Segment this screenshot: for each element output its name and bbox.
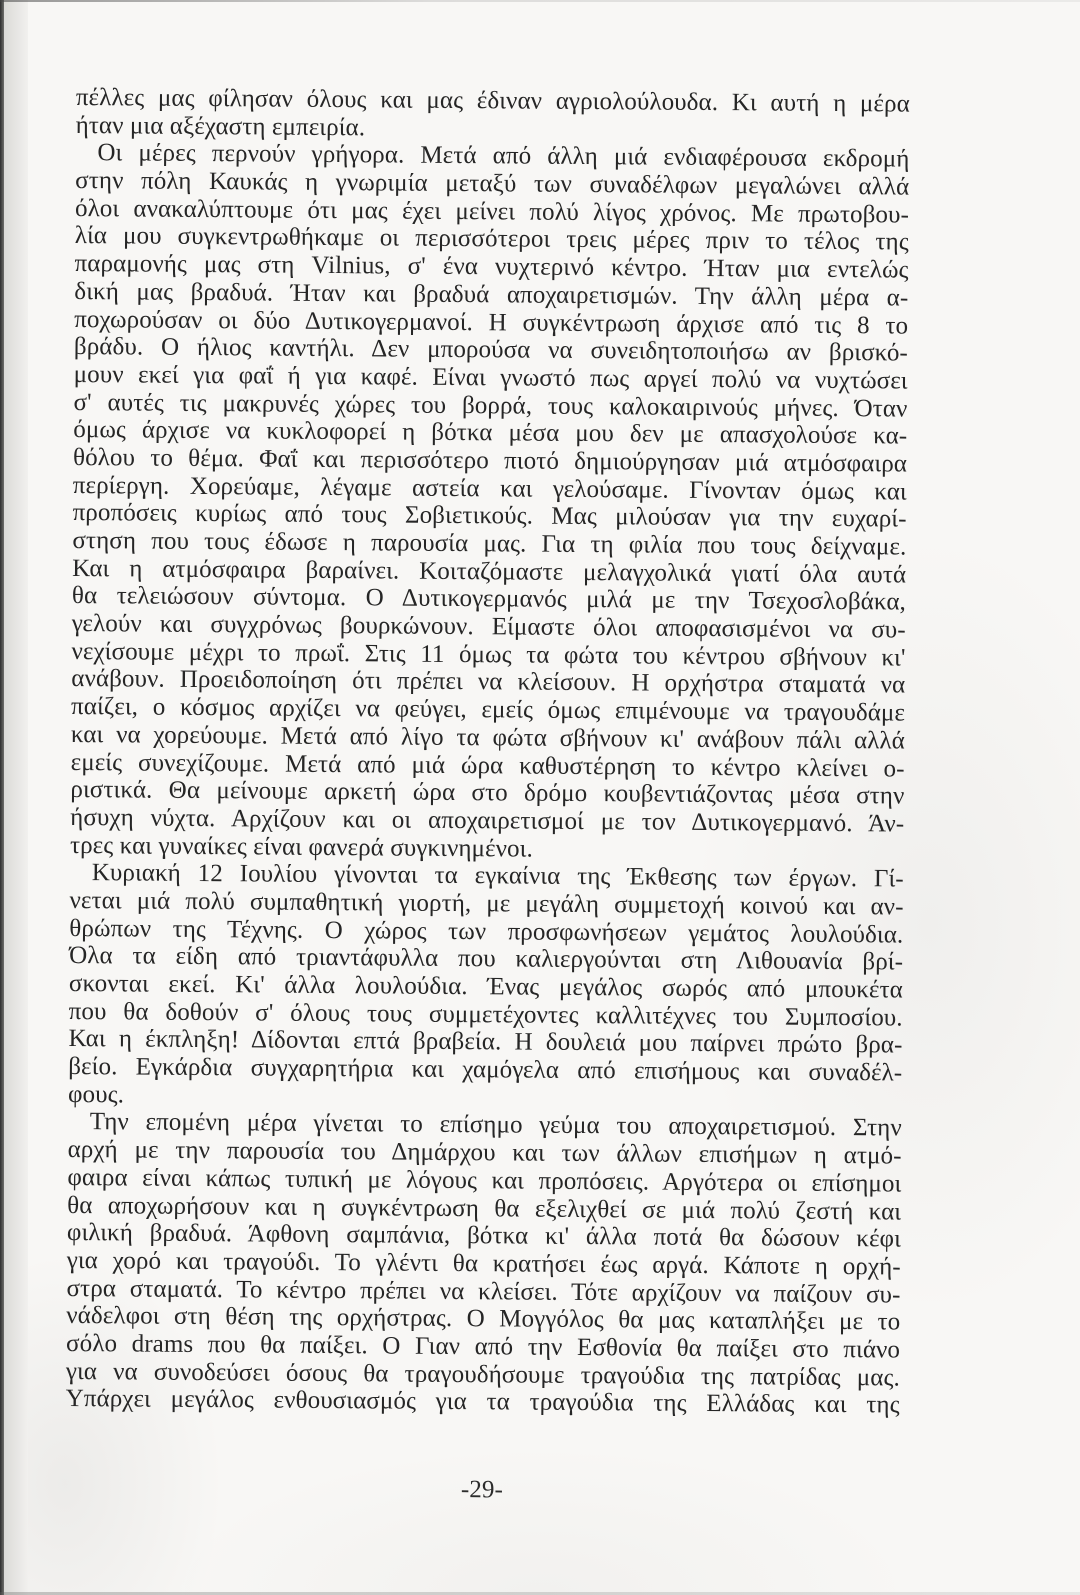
- text-line: για χορό και τραγούδι. Το γλέντι θα κρατήσει έως αργά. Κάποτε η ορχή-: [66, 1246, 901, 1281]
- text-line: όμως άρχισε να κυκλοφορεί η βότκα μέσα μου δεν με απασχολούσε κα-: [73, 416, 908, 450]
- text-line: φιλική βραδυά. Άφθονη σαμπάνια, βότκα κι' άλλα ποτά θα δώσουν κέφι: [66, 1219, 902, 1253]
- text-line: περίεργη. Χορεύαμε, λέγαμε αστεία και γελούσαμε. Γίνονταν όμως και: [72, 471, 907, 506]
- text-line: που θα δοθούν σ' όλους τους συμμετέχοντες καλλιτέχνες του Συμποσίου.: [68, 997, 903, 1032]
- text-line: στρα σταματά. Το κέντρο πρέπει να κλείσει. Τότε αρχίζουν να παίζουν συ-: [66, 1274, 901, 1309]
- text-line: στην πόλη Καυκάς η γνωριμία μεταξύ των συναδέλφων μεγαλώνει αλλά: [75, 167, 910, 201]
- text-line: βράδυ. Ο ήλιος καντήλι. Δεν μπορούσα να συνειδητοποιήσω αν βρισκό-: [73, 333, 909, 367]
- text-line: για να συνοδεύσει όσους θα τραγουδήσουμε τραγούδια της πατρίδας μας.: [65, 1357, 900, 1392]
- text-line: νεται μιά πολύ συμπαθητική γιορτή, με μεγάλη συμμετοχή κοινού και αν-: [69, 886, 904, 921]
- text-line: σκονται εκεί. Κι' άλλα λουλούδια. Ένας μεγάλος σωρός από μπουκέτα: [68, 969, 904, 1004]
- page-top-edge-shadow: [0, 0, 1080, 2]
- text-line: πέλλες μας φίλησαν όλους και μας έδιναν αγριολούλουδα. Κι αυτή η μέρα: [75, 84, 910, 118]
- text-line: προπόσεις κυρίως από τους Σοβιετικούς. Μας μιλούσαν για την ευχαρί-: [72, 499, 907, 533]
- page-left-margin-shading: [4, 0, 28, 1595]
- text-line: Υπάρχει μεγάλος ενθουσιασμός για τα τραγούδια της Ελλάδας και της: [65, 1385, 900, 1419]
- text-line: φους.: [67, 1080, 125, 1109]
- text-line: τρες και γυναίκες είναι φανερά συγκινημένοι.: [69, 831, 533, 863]
- text-line: Και η έκπληξη! Δίδονται επτά βραβεία. Η δουλειά μου παίρνει πρώτο βρα-: [68, 1025, 903, 1059]
- page-number: -29-: [460, 1476, 504, 1504]
- text-line: ήταν μια αξέχαστη εμπειρία.: [75, 111, 366, 141]
- text-line: ανάβουν. Προειδοποίηση ότι πρέπει να κλείσουν. Η ορχήστρα σταματά να: [71, 665, 906, 699]
- text-line: παίζει, ο κόσμος αρχίζει να φεύγει, εμείς όμως επιμένουμε να τραγουδάμε: [71, 693, 906, 727]
- text-line: νάδελφοι στη θέση της ορχήστρας. Ο Μογγόλος θα μας καταπλήξει με το: [66, 1302, 901, 1336]
- text-line: ριστικά. Θα μείνουμε αρκετή ώρα στο δρόμο κουβεντιάζοντας μέσα στην: [70, 776, 905, 810]
- text-line: θα αποχωρήσουν και η συγκέντρωση θα εξελιχθεί σε μιά πολύ ζεστή και: [67, 1191, 902, 1226]
- text-line: θρώπων της Τέχνης. Ο χώρος των προσφωνήσεων γεμάτος λουλούδια.: [69, 914, 904, 949]
- text-line: φαιρα είναι κάπως τυπική με λόγους και προπόσεις. Αργότερα οι επίσημοι: [67, 1163, 902, 1198]
- text-line: θόλου το θέμα. Φαΐ και περισσότερο πιοτό δημιούργησαν μιά ατμόσφαιρα: [72, 443, 908, 478]
- text-line: εμείς συνεχίζουμε. Μετά από μιά ώρα καθυστέρηση το κέντρο κλείνει ο-: [70, 748, 905, 783]
- text-line: στηση που τους έδωσε η παρουσία μας. Για τη φιλία που τους δείχναμε.: [72, 526, 907, 561]
- text-line: όλοι ανακαλύπτουμε ότι μας έχει μείνει πολύ λίγος χρόνος. Με πρωτοβου-: [74, 194, 910, 229]
- text-line: παραμονής μας στη Vilnius, σ' ένα νυχτερινό κέντρο. Ήταν μια εντελώς: [74, 250, 909, 284]
- text-line: γελούν και συγχρόνως βουρκώνουν. Είμαστε όλοι αποφασισμένοι να συ-: [71, 610, 906, 644]
- text-line: ήσυχη νύχτα. Αρχίζουν και οι αποχαιρετισμοί με τον Δυτικογερμανό. Άν-: [70, 803, 905, 838]
- text-line: Την επομένη μέρα γίνεται το επίσημο γεύμα του αποχαιρετισμού. Στην: [89, 1108, 902, 1142]
- text-line: Όλα τα είδη από τριαντάφυλλα που καλιεργούνται στη Λιθουανία βρί-: [69, 942, 904, 976]
- text-line: λία μου συγκεντρωθήκαμε οι περισσότεροι τρεις μέρες πριν το τέλος της: [74, 222, 909, 256]
- text-line: αρχή με την παρουσία του Δημάρχου και των άλλων επισήμων η ατμό-: [67, 1136, 902, 1170]
- body-text: [65, 84, 910, 1507]
- text-line: θα τελειώσουν σύντομα. Ο Δυτικογερμανός μιλά με την Τσεχοσλοβάκα,: [71, 582, 907, 616]
- text-line: δική μας βραδυά. Ήταν και βραδυά αποχαιρετισμών. Την άλλη μέρα α-: [74, 277, 909, 312]
- text-line: μουν εκεί για φαΐ ή για καφέ. Είναι γνωστό πως αργεί πολύ να νυχτώσει: [73, 360, 908, 395]
- text-line: Και η ατμόσφαιρα βαραίνει. Κοιταζόμαστε μελαγχολικά γιατί όλα αυτά: [72, 554, 907, 589]
- text-line: Κυριακή 12 Ιουλίου γίνονται τα εγκαίνια της Έκθεσης των έργων. Γί-: [91, 859, 904, 893]
- text-line: νεχίσουμε μέχρι το πρωΐ. Στις 11 όμως τα φώτα του κέντρου σβήνουν κι': [71, 637, 906, 672]
- text-line: και να χορεύουμε. Μετά από λίγο τα φώτα σβήνουν κι' ανάβουν πάλι αλλά: [70, 720, 905, 755]
- text-line: σόλο drams που θα παίξει. Ο Γιαν από την Εσθονία θα παίξει στο πιάνο: [66, 1329, 901, 1364]
- text-line: Οι μέρες περνούν γρήγορα. Μετά από άλλη μιά ενδιαφέρουσα εκδρομή: [97, 139, 910, 173]
- text-line: ποχωρούσαν οι δύο Δυτικογερμανοί. Η συγκέντρωση άρχισε από τις 8 το: [74, 305, 909, 340]
- text-line: σ' αυτές τις μακρυνές χώρες του βορρά, τους καλοκαιρινούς μήνες. Όταν: [73, 388, 908, 423]
- text-line: βείο. Εγκάρδια συγχαρητήρια και χαμόγελα από επισήμους και συναδέλ-: [68, 1053, 903, 1087]
